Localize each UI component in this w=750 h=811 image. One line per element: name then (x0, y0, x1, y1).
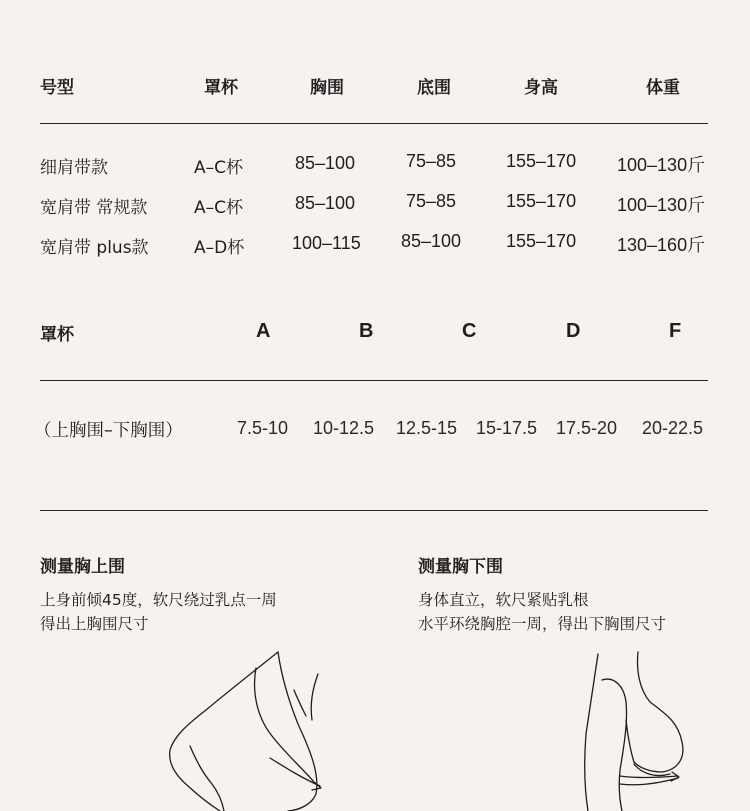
upper-bust-illustration (160, 650, 340, 811)
header-size: 号型 (40, 78, 74, 98)
measure-upper-line-1: 上身前倾45度，软尺绕过乳点一周 (40, 591, 277, 609)
row-1-style: 细肩带款 (40, 158, 108, 178)
cup-a: A (256, 320, 271, 342)
row-3-height: 155–170 (506, 231, 577, 251)
cup-d: D (566, 320, 581, 342)
row-2-bust: 85–100 (295, 193, 356, 213)
cup-range-1: 7.5-10 (237, 418, 289, 438)
under-bust-illustration (570, 650, 720, 811)
section-divider (40, 510, 708, 511)
measure-lower-title: 测量胸下围 (418, 557, 503, 577)
header-bust: 胸围 (310, 78, 344, 98)
row-2-height: 155–170 (506, 191, 577, 211)
row-2-style: 宽肩带 常规款 (40, 198, 148, 218)
cup-range-2: 10-12.5 (313, 418, 375, 438)
cup-range-6: 20-22.5 (642, 418, 704, 438)
table-divider (40, 123, 708, 124)
cup-header-label: 罩杯 (40, 325, 74, 345)
row-3-style: 宽肩带 plus款 (40, 238, 149, 258)
row-3-cup: A–D杯 (194, 238, 245, 258)
header-weight: 体重 (646, 78, 680, 98)
header-height: 身高 (524, 78, 558, 98)
cup-row-label: （上胸围–下胸围） (34, 421, 183, 441)
cup-range-5: 17.5-20 (556, 418, 618, 438)
row-3-weight: 130–160斤 (617, 235, 706, 255)
row-1-height: 155–170 (506, 151, 577, 171)
cup-b: B (359, 320, 374, 342)
row-3-underbust: 85–100 (401, 231, 462, 251)
measure-lower-line-2: 水平环绕胸腔一周，得出下胸围尺寸 (418, 615, 667, 633)
row-2-cup: A–C杯 (194, 198, 243, 218)
row-1-weight: 100–130斤 (617, 155, 706, 175)
header-underbust: 底围 (417, 78, 451, 98)
row-2-underbust: 75–85 (406, 191, 457, 211)
cup-range-3: 12.5-15 (396, 418, 458, 438)
row-3-bust: 100–115 (292, 233, 361, 253)
header-cup: 罩杯 (204, 78, 238, 98)
cup-table-divider (40, 380, 708, 381)
measure-upper-line-2: 得出上胸围尺寸 (40, 615, 149, 633)
cup-range-4: 15-17.5 (476, 418, 538, 438)
row-2-weight: 100–130斤 (617, 195, 706, 215)
measure-upper-title: 测量胸上围 (40, 557, 125, 577)
cup-f: F (669, 320, 682, 342)
row-1-cup: A–C杯 (194, 158, 243, 178)
row-1-underbust: 75–85 (406, 151, 457, 171)
row-1-bust: 85–100 (295, 153, 356, 173)
cup-c: C (462, 320, 477, 342)
measure-lower-line-1: 身体直立，软尺紧贴乳根 (418, 591, 589, 609)
